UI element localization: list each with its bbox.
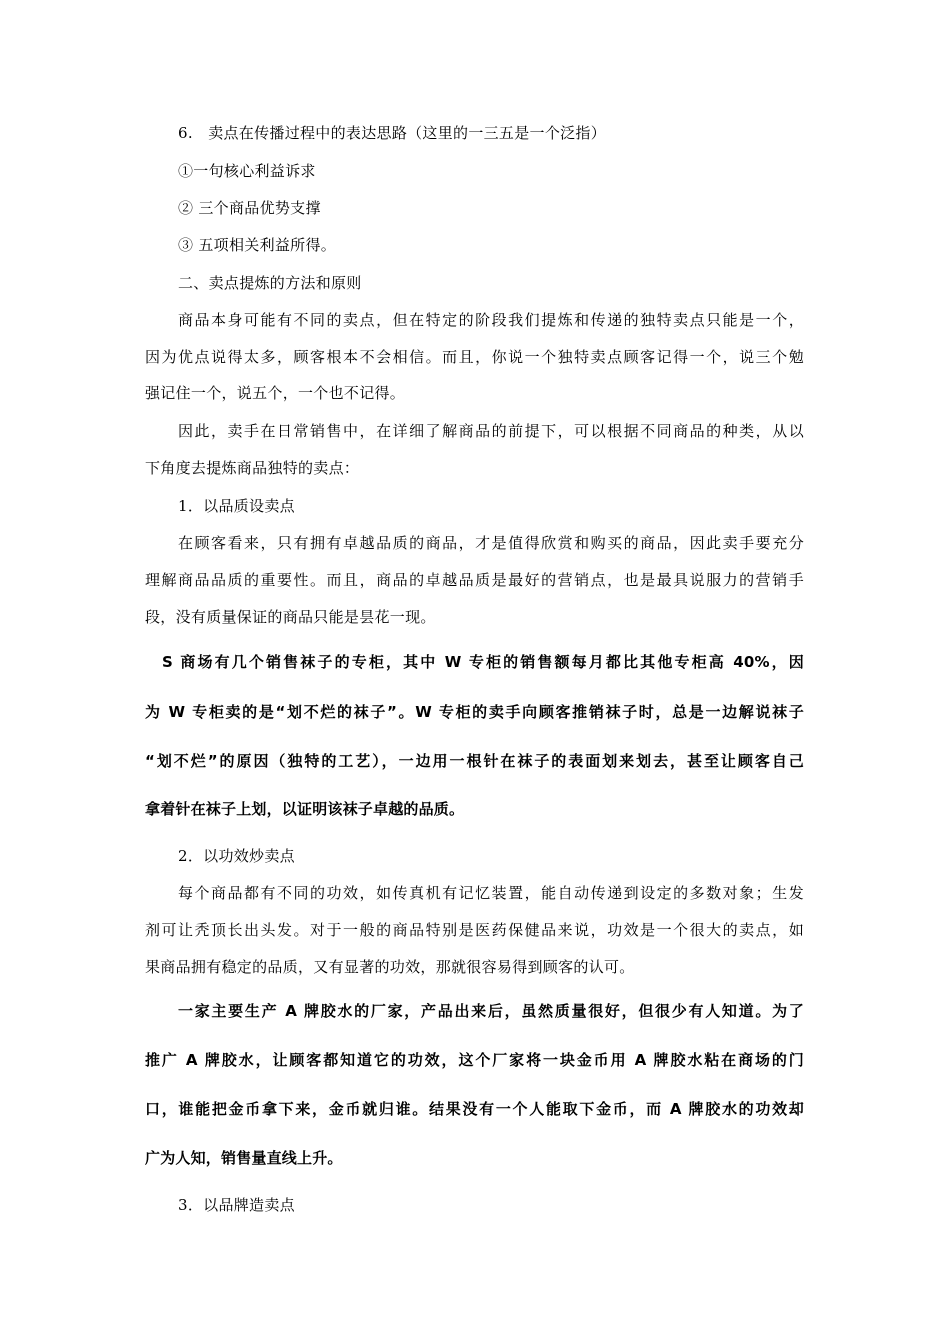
paragraph-line: 剂可让秃顶长出头发。对于一般的商品特别是医药保健品来说，功效是一个很大的卖点，如 <box>145 921 804 939</box>
paragraph-line: 商品本身可能有不同的卖点，但在特定的阶段我们提炼和传递的独特卖点只能是一个， <box>178 311 804 329</box>
list-item-2: ② 三个商品优势支撑 <box>178 199 321 217</box>
list-item-1: ①一句核心利益诉求 <box>178 162 316 180</box>
case-example-line: S 商场有几个销售袜子的专柜，其中 W 专柜的销售额每月都比其他专柜高 40%，因 <box>162 653 804 671</box>
paragraph-line: 理解商品品质的重要性。而且，商品的卓越品质是最好的营销点，也是最具说服力的营销手 <box>145 571 804 589</box>
list-item-3: ③ 五项相关利益所得。 <box>178 236 337 254</box>
paragraph-line: 因为优点说得太多，顾客根本不会相信。而且，你说一个独特卖点顾客记得一个，说三个勉 <box>145 348 804 366</box>
paragraph-line: 下角度去提炼商品独特的卖点： <box>145 459 360 477</box>
subsection-1-heading: 1．以品质设卖点 <box>178 497 295 515</box>
paragraph-line: 每个商品都有不同的功效，如传真机有记忆装置，能自动传递到设定的多数对象；生发 <box>178 884 804 902</box>
case-example-line: 口，谁能把金币拿下来，金币就归谁。结果没有一个人能取下金币，而 A 牌胶水的功效却 <box>145 1100 804 1118</box>
section-6-heading: 6. 卖点在传播过程中的表达思路（这里的一三五是一个泛指） <box>178 124 607 142</box>
paragraph-line: 强记住一个，说五个，一个也不记得。 <box>145 384 406 402</box>
case-example-line: “划不烂”的原因（独特的工艺），一边用一根针在袜子的表面划来划去，甚至让顾客自己 <box>145 752 804 770</box>
paragraph-line: 果商品拥有稳定的品质，又有显著的功效，那就很容易得到顾客的认可。 <box>145 958 635 976</box>
case-example-line: 为 W 专柜卖的是“划不烂的袜子”。W 专柜的卖手向顾客推销袜子时，总是一边解说袜子 <box>145 703 804 721</box>
subsection-2-heading: 2．以功效炒卖点 <box>178 847 295 865</box>
section-2-heading: 二、卖点提炼的方法和原则 <box>178 274 362 292</box>
case-example-line: 广为人知，销售量直线上升。 <box>145 1149 343 1167</box>
case-example-line: 推广 A 牌胶水，让顾客都知道它的功效，这个厂家将一块金币用 A 牌胶水粘在商场的门 <box>145 1051 804 1069</box>
paragraph-line: 因此，卖手在日常销售中，在详细了解商品的前提下，可以根据不同商品的种类，从以 <box>178 422 804 440</box>
case-example-line: 拿着针在袜子上划，以证明该袜子卓越的品质。 <box>145 800 465 818</box>
case-example-line: 一家主要生产 A 牌胶水的厂家，产品出来后，虽然质量很好，但很少有人知道。为了 <box>178 1002 804 1020</box>
paragraph-line: 在顾客看来，只有拥有卓越品质的商品，才是值得欣赏和购买的商品，因此卖手要充分 <box>178 534 804 552</box>
paragraph-line: 段，没有质量保证的商品只能是昙花一现。 <box>145 608 436 626</box>
subsection-3-heading: 3．以品牌造卖点 <box>178 1196 295 1214</box>
